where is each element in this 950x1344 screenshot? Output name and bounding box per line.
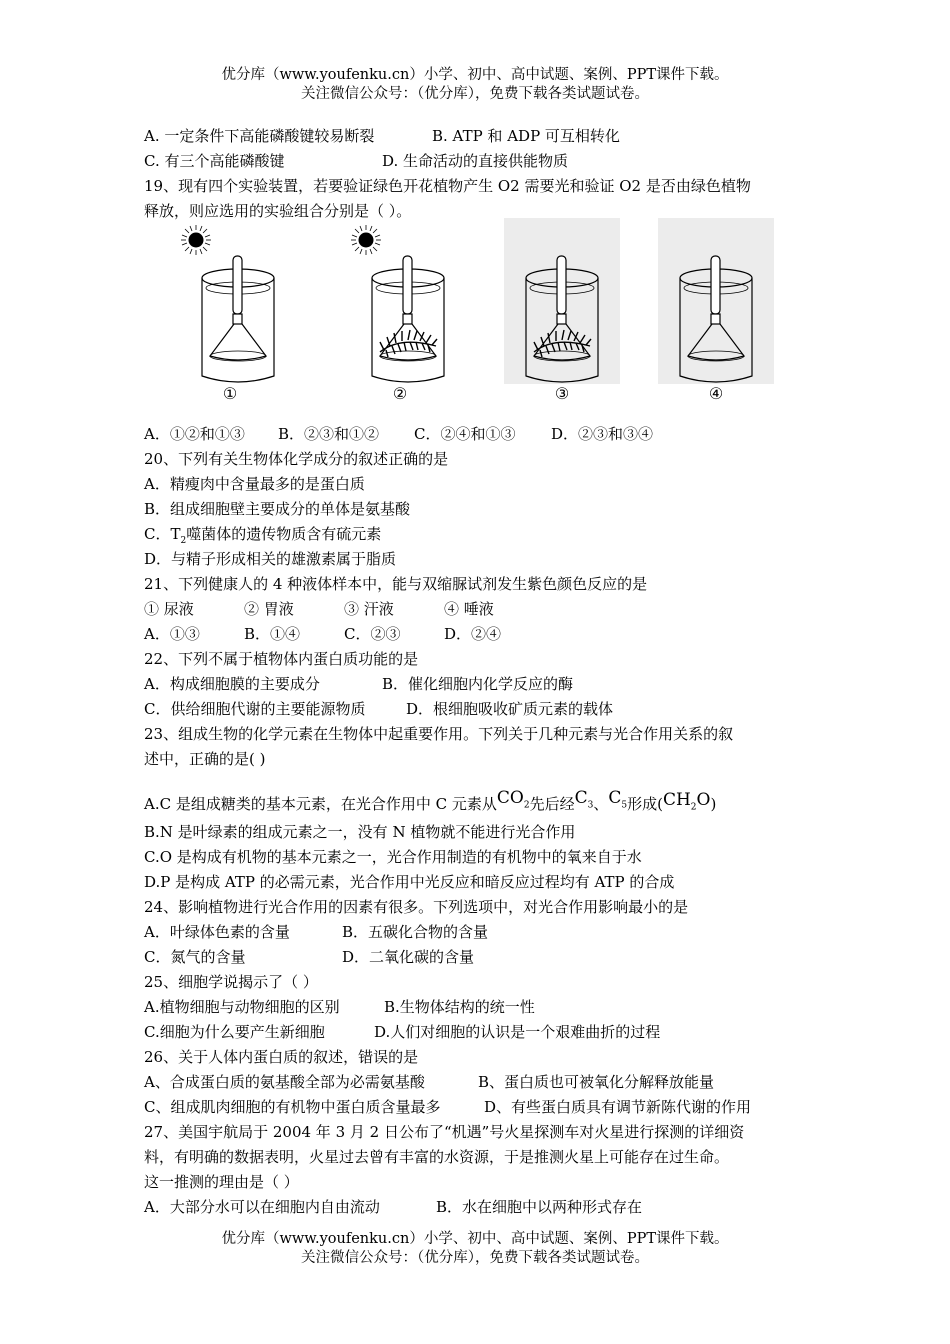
q19-stem-line-1: 19、现有四个实验装置，若要验证绿色开花植物产生 O2 需要光和验证 O2 是否由绿色植物: [144, 177, 751, 195]
q21-option-c: C．②③: [344, 625, 401, 643]
q23-ch2o-1: CH: [662, 790, 691, 810]
footer-line-2: 关注微信公众号：（优分库），免费下载各类试题试卷。: [301, 1250, 649, 1266]
q26-option-d: D、有些蛋白质具有调节新陈代谢的作用: [484, 1098, 752, 1116]
q23-option-a-sep: 、: [593, 795, 609, 813]
q18-options-row-1: [144, 124, 620, 149]
q19-figure-1-label: ①: [222, 384, 238, 403]
q23-co2: CO: [496, 788, 524, 808]
q23-option-c: C.O 是构成有机物的基本元素之一，光合作用制造的有机物中的氧来自于水: [144, 848, 642, 866]
q20-option-c-prefix: C．T: [144, 525, 181, 543]
q26-options-row-1: [144, 1070, 715, 1095]
q27-option-a: A．大部分水可以在细胞内自由流动: [144, 1198, 380, 1216]
q18-options-row-2: [144, 149, 569, 174]
q19-apparatus-1: [170, 218, 290, 388]
q19-apparatus-2: [340, 218, 460, 388]
sun-icon: [351, 225, 381, 255]
q25-option-b: B.生物体结构的统一性: [384, 998, 535, 1016]
q21-item-4: ④ 唾液: [444, 600, 494, 618]
q22-stem: 22、下列不属于植物体内蛋白质功能的是: [144, 650, 419, 668]
q19-figure-1: [170, 218, 290, 403]
q23-co2-sub: 2: [523, 800, 530, 811]
q21-option-a: A．①③: [144, 625, 200, 643]
q24-stem: 24、影响植物进行光合作用的因素有很多。下列选项中，对光合作用影响最小的是: [144, 898, 689, 916]
q24-option-d: D．二氧化碳的含量: [342, 948, 475, 966]
q20-option-c-text: 噬菌体的遗传物质含有硫元素: [186, 525, 382, 543]
sun-icon: [181, 225, 211, 255]
q24-options-row-2: [144, 945, 475, 970]
footer-line-1: 优分库（www.youfenku.cn）小学、初中、高中试题、案例、PPT课件下载。: [221, 1231, 729, 1247]
q27-stem-line-2: 料，有明确的数据表明，火星过去曾有丰富的水资源，于是推测火星上可能存在过生命。: [144, 1148, 730, 1166]
q23-c3-sub: 3: [587, 800, 594, 811]
q19-figure-4-label: ④: [708, 384, 724, 403]
q22-option-a: A．构成细胞膜的主要成分: [144, 675, 320, 693]
q23-option-d: D.P 是构成 ATP 的必需元素，光合作用中光反应和暗反应过程均有 ATP 的合成: [144, 873, 675, 891]
page-header: [0, 66, 950, 104]
q19-option-c: C．②④和①③: [414, 425, 516, 443]
q19-figure-3: [504, 218, 620, 403]
q23-ch2o-sub: 2: [690, 802, 697, 813]
q23-ch2o-2: O: [696, 790, 711, 810]
q20-stem: 20、下列有关生物体化学成分的叙述正确的是: [144, 450, 449, 468]
q21-option-b: B．①④: [244, 625, 301, 643]
q19-options: [144, 422, 654, 447]
q25-option-a: A.植物细胞与动物细胞的区别: [144, 998, 340, 1016]
q23-c5: C: [608, 788, 622, 808]
q21-stem: 21、下列健康人的 4 种液体样本中，能与双缩脲试剂发生紫色颜色反应的是: [144, 575, 648, 593]
q21-options: [144, 622, 502, 647]
q19-apparatus-3: [504, 218, 620, 388]
q22-options-row-2: [144, 697, 614, 722]
q21-item-1: ① 尿液: [144, 600, 194, 618]
q19-figures: [170, 218, 780, 408]
q23-c3: C: [574, 788, 588, 808]
q22-options-row-1: [144, 672, 574, 697]
q24-options-row-1: [144, 920, 489, 945]
q22-option-c: C．供给细胞代谢的主要能源物质: [144, 700, 366, 718]
q20-option-a: A．精瘦肉中含量最多的是蛋白质: [144, 475, 365, 493]
q24-option-c: C．氮气的含量: [144, 948, 246, 966]
q18-option-c: C. 有三个高能磷酸键: [144, 152, 285, 170]
q19-stem-line-2: 释放，则应选用的实验组合分别是（ ）。: [144, 202, 412, 220]
q18-option-b: B. ATP 和 ADP 可互相转化: [432, 127, 620, 145]
q26-options-row-2: [144, 1095, 752, 1120]
q21-item-2: ② 胃液: [244, 600, 294, 618]
q26-option-b: B、蛋白质也可被氧化分解释放能量: [478, 1073, 715, 1091]
q19-figure-2: [340, 218, 460, 403]
q19-apparatus-4: [658, 218, 774, 388]
q19-option-b: B．②③和①②: [278, 425, 380, 443]
q22-option-d: D．根细胞吸收矿质元素的载体: [406, 700, 614, 718]
q21-option-d: D．②④: [444, 625, 502, 643]
header-line-1: 优分库（www.youfenku.cn）小学、初中、高中试题、案例、PPT课件下载。: [221, 67, 729, 83]
q19-option-d: D．②③和③④: [551, 425, 654, 443]
q19-figure-4: [658, 218, 774, 403]
q26-option-a: A、合成蛋白质的氨基酸全部为必需氨基酸: [144, 1073, 425, 1091]
q24-option-b: B．五碳化合物的含量: [342, 923, 489, 941]
q25-stem: 25、细胞学说揭示了（ ）: [144, 973, 318, 991]
q23-option-a-end: ): [710, 795, 717, 813]
q23-option-a-mid1: 先后经: [529, 795, 575, 813]
q18-option-a: A. 一定条件下高能磷酸键较易断裂: [144, 127, 375, 145]
q26-option-c: C、组成肌肉细胞的有机物中蛋白质含量最多: [144, 1098, 441, 1116]
q20-option-d: D．与精子形成相关的雄激素属于脂质: [144, 550, 397, 568]
q23-stem-line-1: 23、组成生物的化学元素在生物体中起重要作用。下列关于几种元素与光合作用关系的叙: [144, 725, 734, 743]
q19-figure-3-label: ③: [554, 384, 570, 403]
q21-items: [144, 597, 494, 622]
q18-option-d: D. 生命活动的直接供能物质: [382, 152, 569, 170]
q22-option-b: B．催化细胞内化学反应的酶: [382, 675, 574, 693]
q25-option-d: D.人们对细胞的认识是一个艰难曲折的过程: [374, 1023, 661, 1041]
q20-option-c-subscript: 2: [180, 536, 187, 546]
q21-item-3: ③ 汗液: [344, 600, 394, 618]
q23-stem-line-2: 述中，正确的是( ): [144, 750, 266, 768]
q23-option-a-text: A.C 是组成糖类的基本元素，在光合作用中 C 元素从: [144, 795, 497, 813]
q25-options-row-2: [144, 1020, 661, 1045]
q23-option-b: B.N 是叶绿素的组成元素之一，没有 N 植物就不能进行光合作用: [144, 823, 576, 841]
q19-figure-2-label: ②: [392, 384, 408, 403]
q27-stem-line-3: 这一推测的理由是（ ）: [144, 1173, 299, 1191]
q20-option-b: B．组成细胞壁主要成分的单体是氨基酸: [144, 500, 411, 518]
page-footer: [0, 1230, 950, 1268]
q27-option-b: B．水在细胞中以两种形式存在: [436, 1198, 643, 1216]
q23-option-a: [144, 789, 716, 819]
q20-option-c: [144, 522, 381, 547]
q24-option-a: A．叶绿体色素的含量: [144, 923, 290, 941]
q27-options-row-1: [144, 1195, 643, 1220]
q19-option-a: A．①②和①③: [144, 425, 245, 443]
q27-stem-line-1: 27、美国宇航局于 2004 年 3 月 2 日公布了“机遇”号火星探测车对火星进行探测的详细资: [144, 1123, 745, 1141]
q25-option-c: C.细胞为什么要产生新细胞: [144, 1023, 325, 1041]
q26-stem: 26、关于人体内蛋白质的叙述，错误的是: [144, 1048, 419, 1066]
header-line-2: 关注微信公众号：（优分库），免费下载各类试题试卷。: [301, 86, 649, 102]
q23-option-a-mid2: 形成(: [627, 795, 663, 813]
q23-c5-sub: 5: [621, 800, 628, 811]
q25-options-row-1: [144, 995, 535, 1020]
